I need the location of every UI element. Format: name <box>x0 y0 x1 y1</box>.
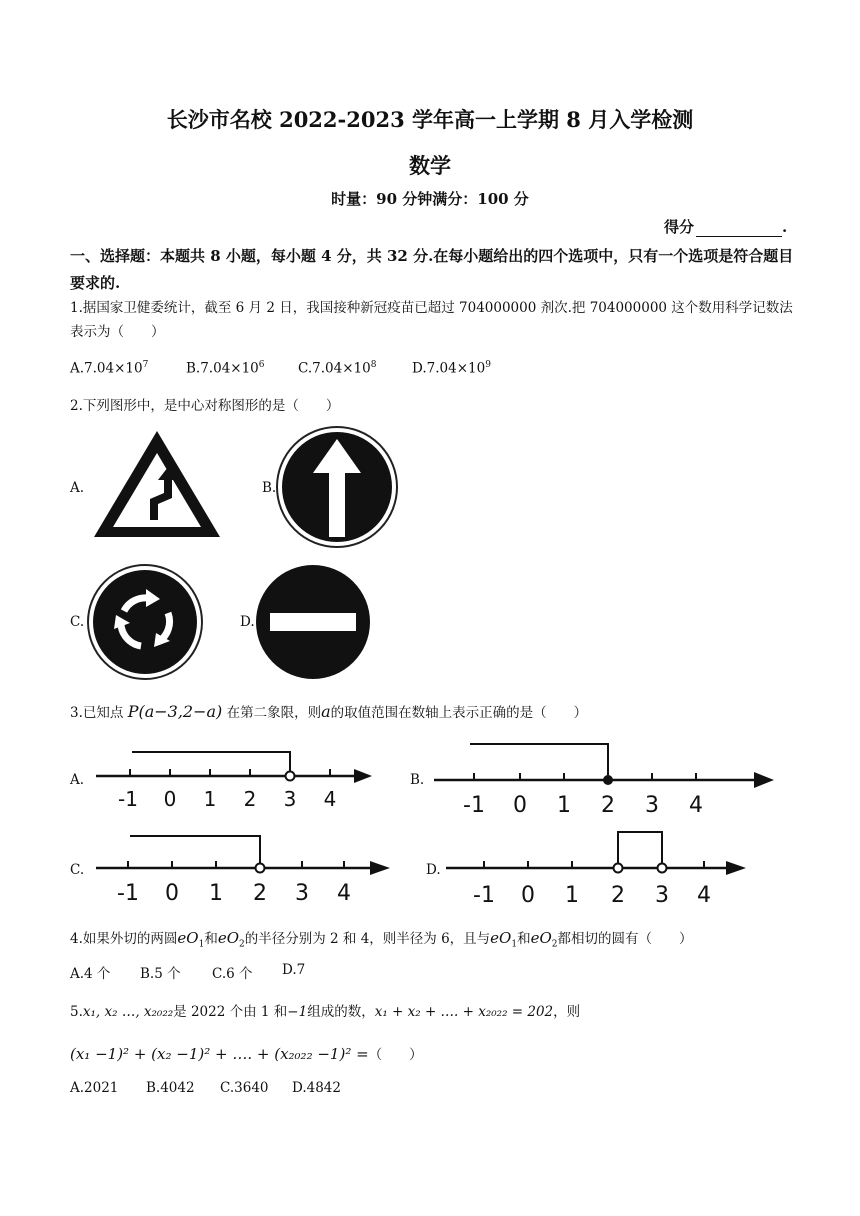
tick-label: 1 <box>565 883 579 908</box>
tick-label: 4 <box>689 793 703 818</box>
option-4c: C.6 个 <box>212 966 253 982</box>
score-field <box>664 216 787 237</box>
tick-label: 3 <box>655 883 669 908</box>
tick-label: 0 <box>163 787 177 811</box>
option-3d-label: D. <box>426 862 441 878</box>
question-2-text: 2.下列图形中，是中心对称图形的是（ ） <box>70 398 340 414</box>
tick-label: 4 <box>697 883 711 908</box>
option-4a: A.4 个 <box>70 966 111 982</box>
question-4-options <box>70 962 470 986</box>
option-5c: C.3640 <box>220 1080 269 1096</box>
exam-title: 长沙市名校 2022-2023 学年高一上学期 8 月入学检测 <box>166 107 694 132</box>
question-4-text: 4.如果外切的两圆$eO_1$和$eO_2$的半径分别为 2 和 4，则半径为 6，且与$eO_1$和$eO_2$都相切的圆有（ ） <box>70 929 693 950</box>
option-2a-label: A. <box>70 480 85 496</box>
tick-label: 0 <box>513 793 527 818</box>
tick-label: 3 <box>645 793 659 818</box>
curve-road-warning-sign-icon <box>88 425 226 543</box>
tick-label: 2 <box>243 787 257 811</box>
option-5a: A.2021 <box>70 1080 119 1096</box>
option-1a: $A.7.04\times 10^7$ <box>70 360 149 377</box>
tick-label: 2 <box>611 883 625 908</box>
tick-label: 3 <box>295 881 309 906</box>
tick-label: 2 <box>253 881 267 906</box>
option-3a-label: A. <box>70 772 85 788</box>
tick-label: 3 <box>283 787 297 811</box>
tick-label: 1 <box>203 787 217 811</box>
option-2d-label: D. <box>240 614 255 630</box>
score-label: 得分 <box>664 218 695 236</box>
option-1d: $D.7.04\times 10^9$ <box>412 360 491 377</box>
number-line-b <box>430 738 780 818</box>
question-5-options <box>70 1080 470 1104</box>
tick-label: -1 <box>473 883 495 908</box>
option-3c-label: C. <box>70 862 85 878</box>
tick-label: -1 <box>117 881 139 906</box>
number-line-d <box>442 826 750 910</box>
tick-label: 4 <box>337 881 351 906</box>
option-1b: $B.7.04\times 10^6$ <box>186 360 265 377</box>
number-line-a <box>92 738 374 818</box>
question-1-options <box>70 360 800 384</box>
option-3b-label: B. <box>410 772 425 788</box>
tick-label: -1 <box>463 793 485 818</box>
tick-label: 1 <box>557 793 571 818</box>
question-5-line-2: (x₁ −1)² + (x₂ −1)² + …. + (x₂₀₂₂ −1)² =（ ） <box>70 1045 423 1063</box>
option-5d: D.4842 <box>292 1080 341 1096</box>
option-4d: D.7 <box>282 962 306 978</box>
option-2b-label: B. <box>262 480 277 496</box>
point-p-expression: P(a−3,2−a) <box>127 702 223 721</box>
score-blank <box>696 221 782 237</box>
option-5b: B.4042 <box>146 1080 195 1096</box>
option-1c: $C.7.04\times 10^8$ <box>298 360 377 377</box>
tick-label: -1 <box>118 787 138 811</box>
question-3-text: 3.已知点 P(a−3,2−a) 在第二象限，则a的取值范围在数轴上表示正确的是（ ） <box>70 702 588 721</box>
tick-label: 0 <box>521 883 535 908</box>
subject-title: 数学 <box>409 153 451 178</box>
score-end: . <box>782 218 788 236</box>
number-line-c <box>92 828 392 908</box>
tick-label: 1 <box>209 881 223 906</box>
straight-ahead-sign-icon <box>275 425 399 549</box>
option-2c-label: C. <box>70 614 85 630</box>
question-5-line-1: 5.x₁, x₂ …, x₂₀₂₂是 2022 个由 1 和−1组成的数，x₁ + x₂ + …. + x₂₀₂₂ = 202，则 <box>70 1004 581 1020</box>
roundabout-sign-icon <box>86 563 204 681</box>
tick-label: 2 <box>601 793 615 818</box>
question-1-text: 1.据国家卫健委统计，截至 6 月 2 日，我国接种新冠疫苗已超过 704000000 剂次.把 704000000 这个数用科学记数法表示为（ ） <box>70 300 793 340</box>
time-info: 时量：90 分钟满分：100 分 <box>331 190 529 208</box>
option-4b: B.5 个 <box>140 966 181 982</box>
no-entry-sign-icon <box>254 563 372 681</box>
section-heading: 一、选择题：本题共 8 小题，每小题 4 分，共 32 分.在每小题给出的四个选项中，只有一个选项是符合题目要求的. <box>70 247 794 292</box>
tick-label: 0 <box>165 881 179 906</box>
tick-label: 4 <box>323 787 337 811</box>
